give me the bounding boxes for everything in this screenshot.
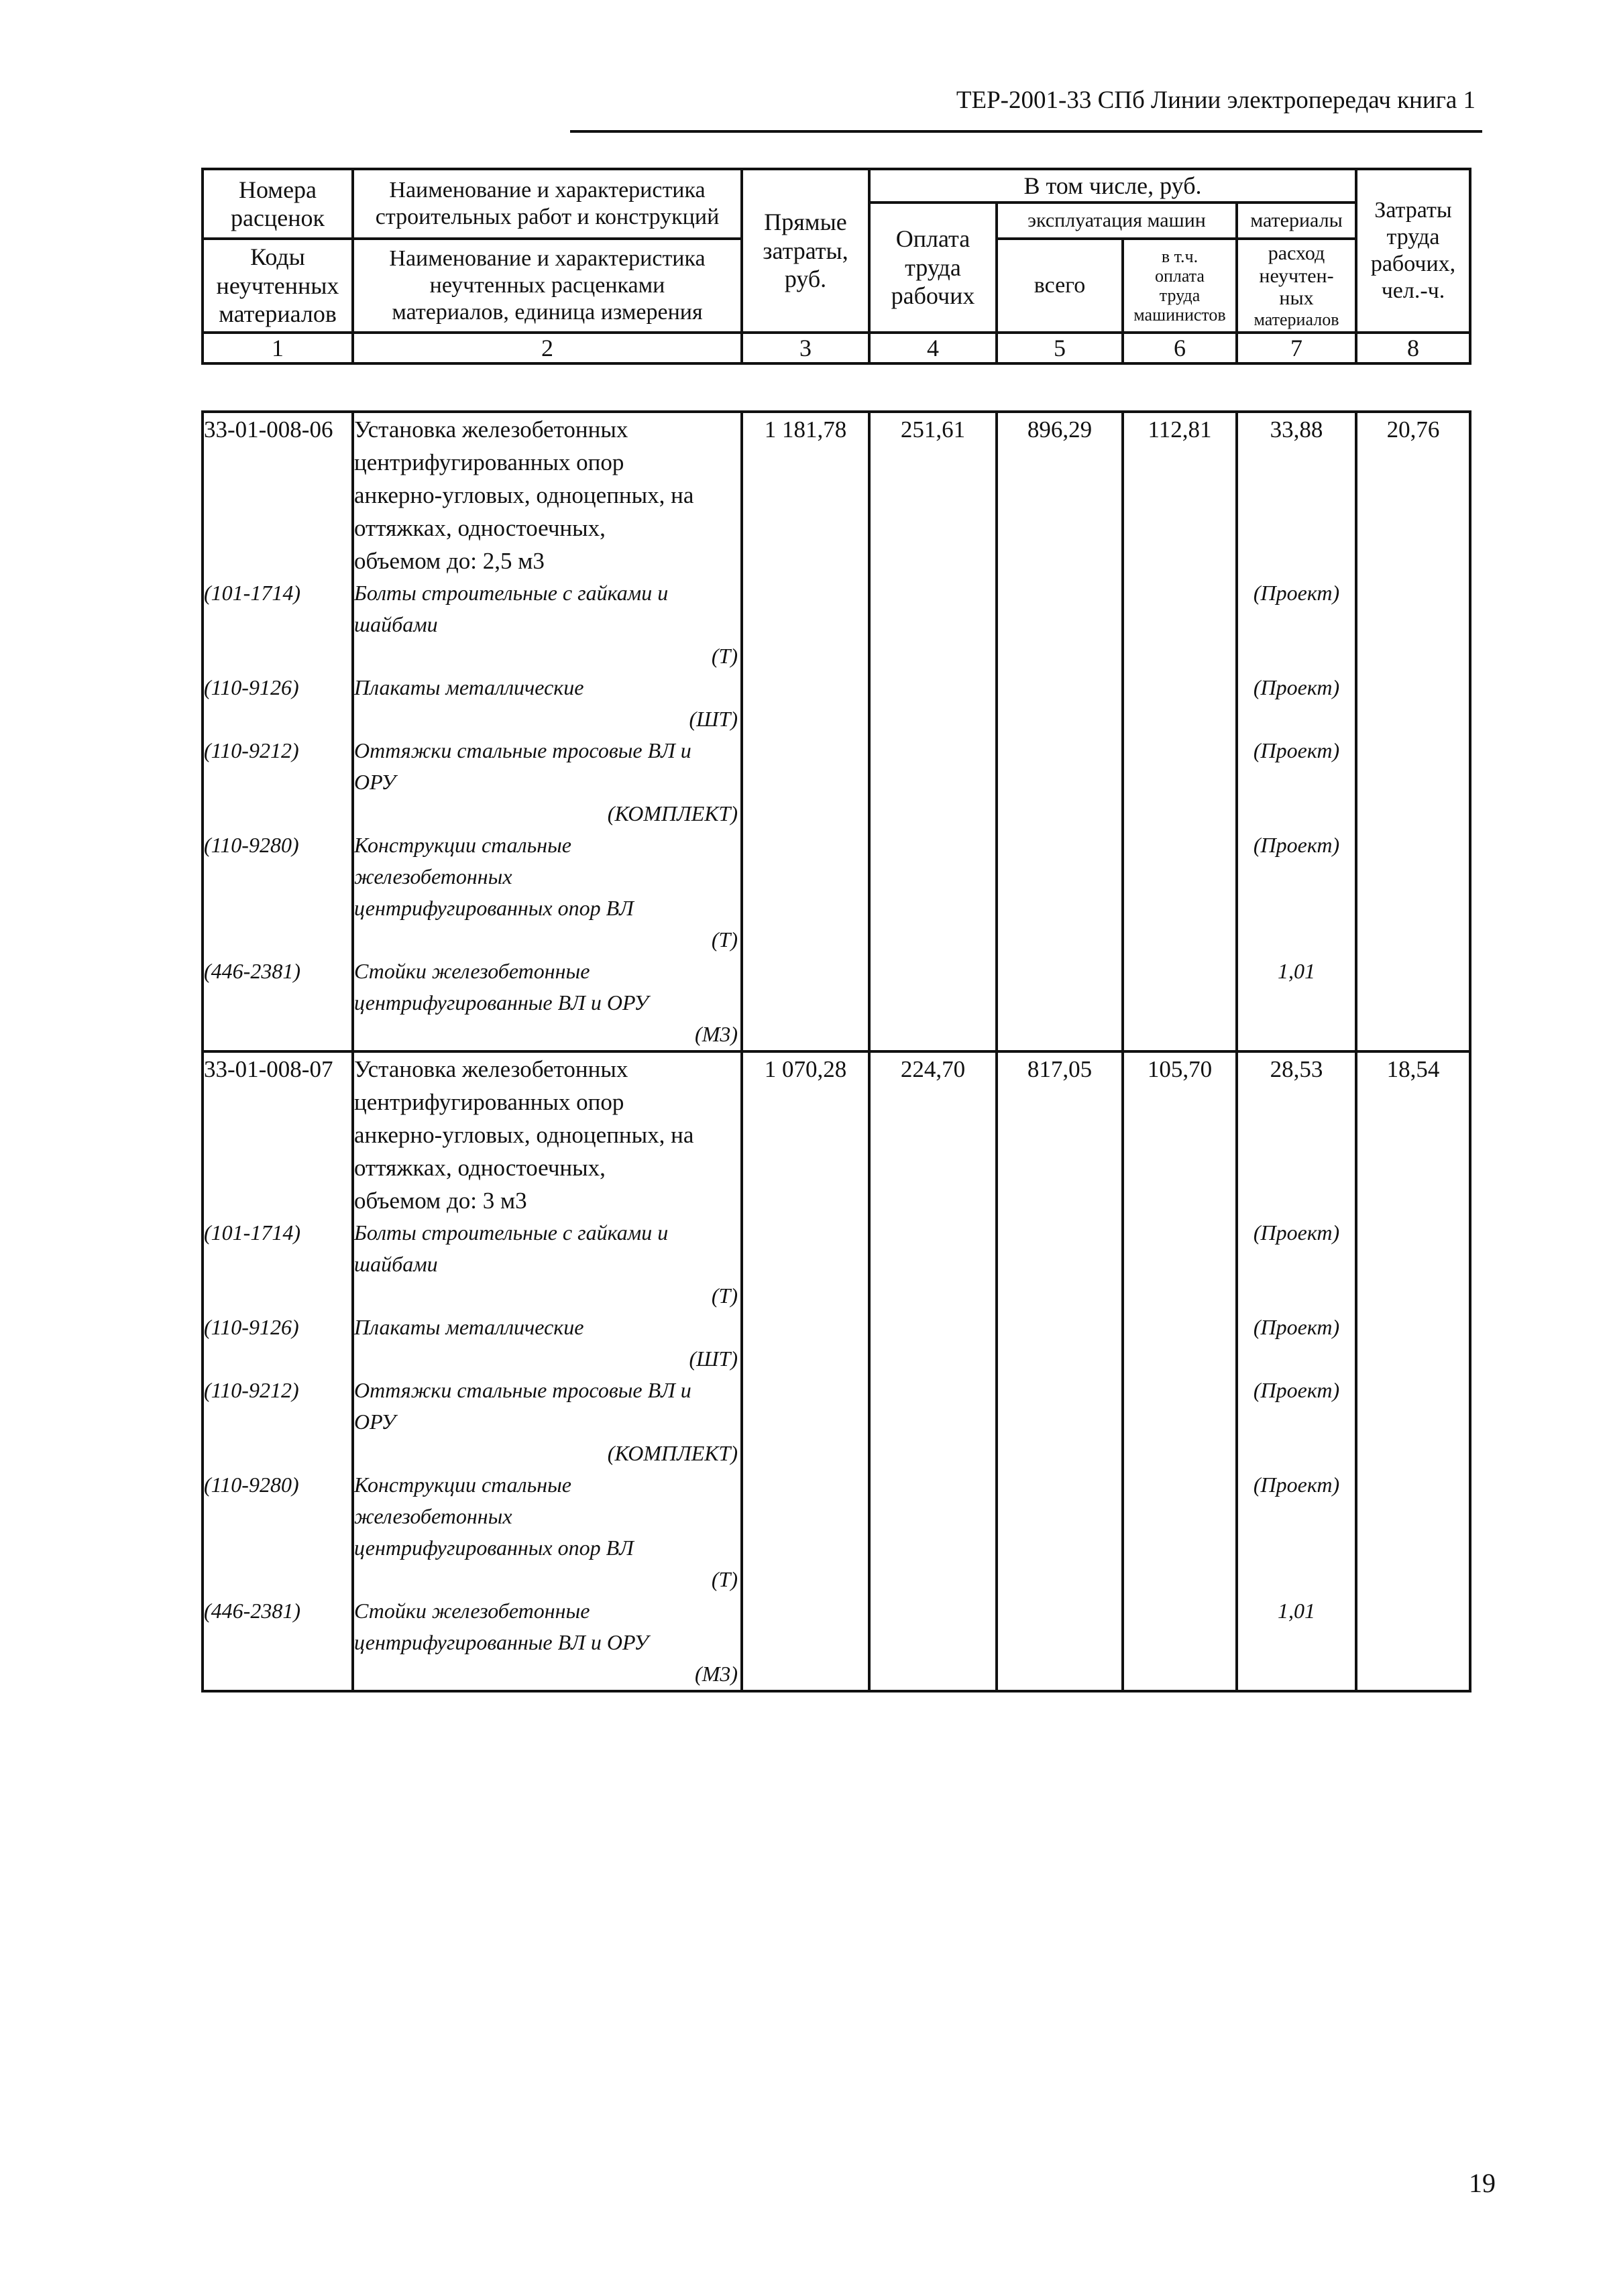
labor-hours-cell: 18,54: [1356, 1051, 1470, 1691]
material-name: центрифугированные ВЛ и ОРУ: [354, 990, 649, 1015]
material-name: ОРУ: [354, 1410, 396, 1434]
materials-cell: [1237, 412, 1356, 1051]
header-table: [201, 168, 1471, 365]
header-work-name: Наименование и характеристика строительных работ и конструкций: [353, 169, 742, 239]
machinist-pay-cell: 112,81: [1123, 412, 1237, 1051]
column-number: 2: [353, 333, 742, 363]
column-number: 3: [742, 333, 869, 363]
material-name: центрифугированных опор ВЛ: [354, 1536, 634, 1560]
material-code: (110-9212): [204, 1378, 299, 1402]
page-number: 19: [1469, 2168, 1496, 2198]
code-column: [203, 1051, 353, 1691]
table-row: [203, 1051, 1470, 1691]
labor-hours-cell: 20,76: [1356, 412, 1470, 1051]
material-name: шайбами: [354, 1252, 438, 1276]
material-consumption: (Проект): [1253, 1378, 1340, 1402]
material-name: Конструкции стальные: [354, 833, 571, 857]
machines-total-cell: 817,05: [997, 1051, 1123, 1691]
material-unit: (М3): [695, 1022, 738, 1046]
table-row: [203, 412, 1470, 1051]
material-consumption: (Проект): [1253, 833, 1340, 857]
material-name: Стойки железобетонные: [354, 959, 590, 983]
work-name: объемом до: 3 м3: [354, 1188, 527, 1214]
material-consumption: 1,01: [1278, 1599, 1315, 1623]
column-number: 4: [869, 333, 997, 363]
name-column: [353, 412, 742, 1051]
material-name: железобетонных: [354, 864, 512, 888]
work-name: оттяжках, одностоечных,: [354, 1155, 606, 1181]
material-name: шайбами: [354, 612, 438, 636]
materials-cost: 33,88: [1270, 416, 1323, 443]
material-code: (110-9280): [204, 833, 299, 857]
material-unit: (Т): [711, 644, 738, 668]
work-name: анкерно-угловых, одноцепных, на: [354, 1122, 694, 1148]
material-name: Оттяжки стальные тросовые ВЛ и: [354, 1378, 691, 1402]
material-unit: (ШТ): [689, 1346, 738, 1371]
work-name: анкерно-угловых, одноцепных, на: [354, 482, 694, 508]
header-labor-pay: Оплата труда рабочих: [869, 203, 997, 333]
header-material-codes: Коды неучтенных материалов: [203, 239, 353, 333]
material-code: (110-9126): [204, 675, 299, 699]
material-consumption: (Проект): [1253, 1473, 1340, 1497]
work-name: Установка железобетонных: [354, 416, 628, 443]
material-code: (101-1714): [204, 581, 300, 605]
material-unit: (Т): [711, 1567, 738, 1591]
rate-code: 33-01-008-06: [204, 416, 333, 443]
material-name: центрифугированных опор ВЛ: [354, 896, 634, 920]
material-unit: (КОМПЛЕКТ): [607, 801, 738, 825]
material-name: железобетонных: [354, 1504, 512, 1528]
work-name: объемом до: 2,5 м3: [354, 548, 545, 574]
material-code: (446-2381): [204, 959, 300, 983]
material-name: Плакаты металлические: [354, 675, 584, 699]
direct-costs-cell: 1 181,78: [742, 412, 869, 1051]
material-code: (110-9212): [204, 738, 299, 762]
header-direct-costs: Прямые затраты, руб.: [742, 169, 869, 333]
running-title: ТЕР-2001-33 СПб Линии электропередач книга 1: [956, 87, 1476, 114]
material-unit: (Т): [711, 927, 738, 952]
column-number: 5: [997, 333, 1123, 363]
work-name: оттяжках, одностоечных,: [354, 515, 606, 541]
material-consumption: (Проект): [1253, 738, 1340, 762]
column-number: 8: [1356, 333, 1470, 363]
work-name: центрифугированных опор: [354, 449, 624, 475]
material-name: Болты строительные с гайками и: [354, 1220, 669, 1245]
name-column: [353, 1051, 742, 1691]
materials-cell: [1237, 1051, 1356, 1691]
header-machines: эксплуатация машин: [997, 203, 1237, 239]
header-material-names: Наименование и характеристика неучтенных расценками материалов, единица измерения: [353, 239, 742, 333]
material-consumption: 1,01: [1278, 959, 1315, 983]
material-code: (110-9126): [204, 1315, 299, 1339]
column-number: 7: [1237, 333, 1356, 363]
material-unit: (М3): [695, 1662, 738, 1686]
material-name: Плакаты металлические: [354, 1315, 584, 1339]
direct-costs-cell: 1 070,28: [742, 1051, 869, 1691]
material-consumption: (Проект): [1253, 1315, 1340, 1339]
machinist-pay-cell: 105,70: [1123, 1051, 1237, 1691]
material-name: центрифугированные ВЛ и ОРУ: [354, 1630, 649, 1654]
material-name: Стойки железобетонные: [354, 1599, 590, 1623]
material-unit: (ШТ): [689, 707, 738, 731]
material-consumption: (Проект): [1253, 1220, 1340, 1245]
material-unit: (Т): [711, 1283, 738, 1308]
column-number: 1: [203, 333, 353, 363]
labor-pay-cell: 224,70: [869, 1051, 997, 1691]
material-name: Конструкции стальные: [354, 1473, 571, 1497]
header-machinist-pay: в т.ч. оплата труда машинистов: [1123, 239, 1237, 333]
material-unit: (КОМПЛЕКТ): [607, 1441, 738, 1465]
work-name: Установка железобетонных: [354, 1056, 628, 1082]
labor-pay-cell: 251,61: [869, 412, 997, 1051]
header-labor-hours: Затраты труда рабочих, чел.-ч.: [1356, 169, 1470, 333]
material-name: Болты строительные с гайками и: [354, 581, 669, 605]
header-material-consumption: расход неучтен- ных материалов: [1237, 239, 1356, 333]
material-code: (101-1714): [204, 1220, 300, 1245]
work-name: центрифугированных опор: [354, 1089, 624, 1115]
material-name: Оттяжки стальные тросовые ВЛ и: [354, 738, 691, 762]
rates-table: [201, 410, 1471, 1692]
material-code: (446-2381): [204, 1599, 300, 1623]
rate-code: 33-01-008-07: [204, 1056, 333, 1082]
machines-total-cell: 896,29: [997, 412, 1123, 1051]
header-machines-total: всего: [997, 239, 1123, 333]
material-consumption: (Проект): [1253, 675, 1340, 699]
material-code: (110-9280): [204, 1473, 299, 1497]
column-number: 6: [1123, 333, 1237, 363]
material-name: ОРУ: [354, 770, 396, 794]
material-consumption: (Проект): [1253, 581, 1340, 605]
title-rule: [570, 130, 1482, 133]
code-column: [203, 412, 353, 1051]
header-in-total: В том числе, руб.: [869, 169, 1356, 203]
materials-cost: 28,53: [1270, 1056, 1323, 1082]
header-materials: материалы: [1237, 203, 1356, 239]
header-rate-numbers: Номера расценок: [203, 169, 353, 239]
